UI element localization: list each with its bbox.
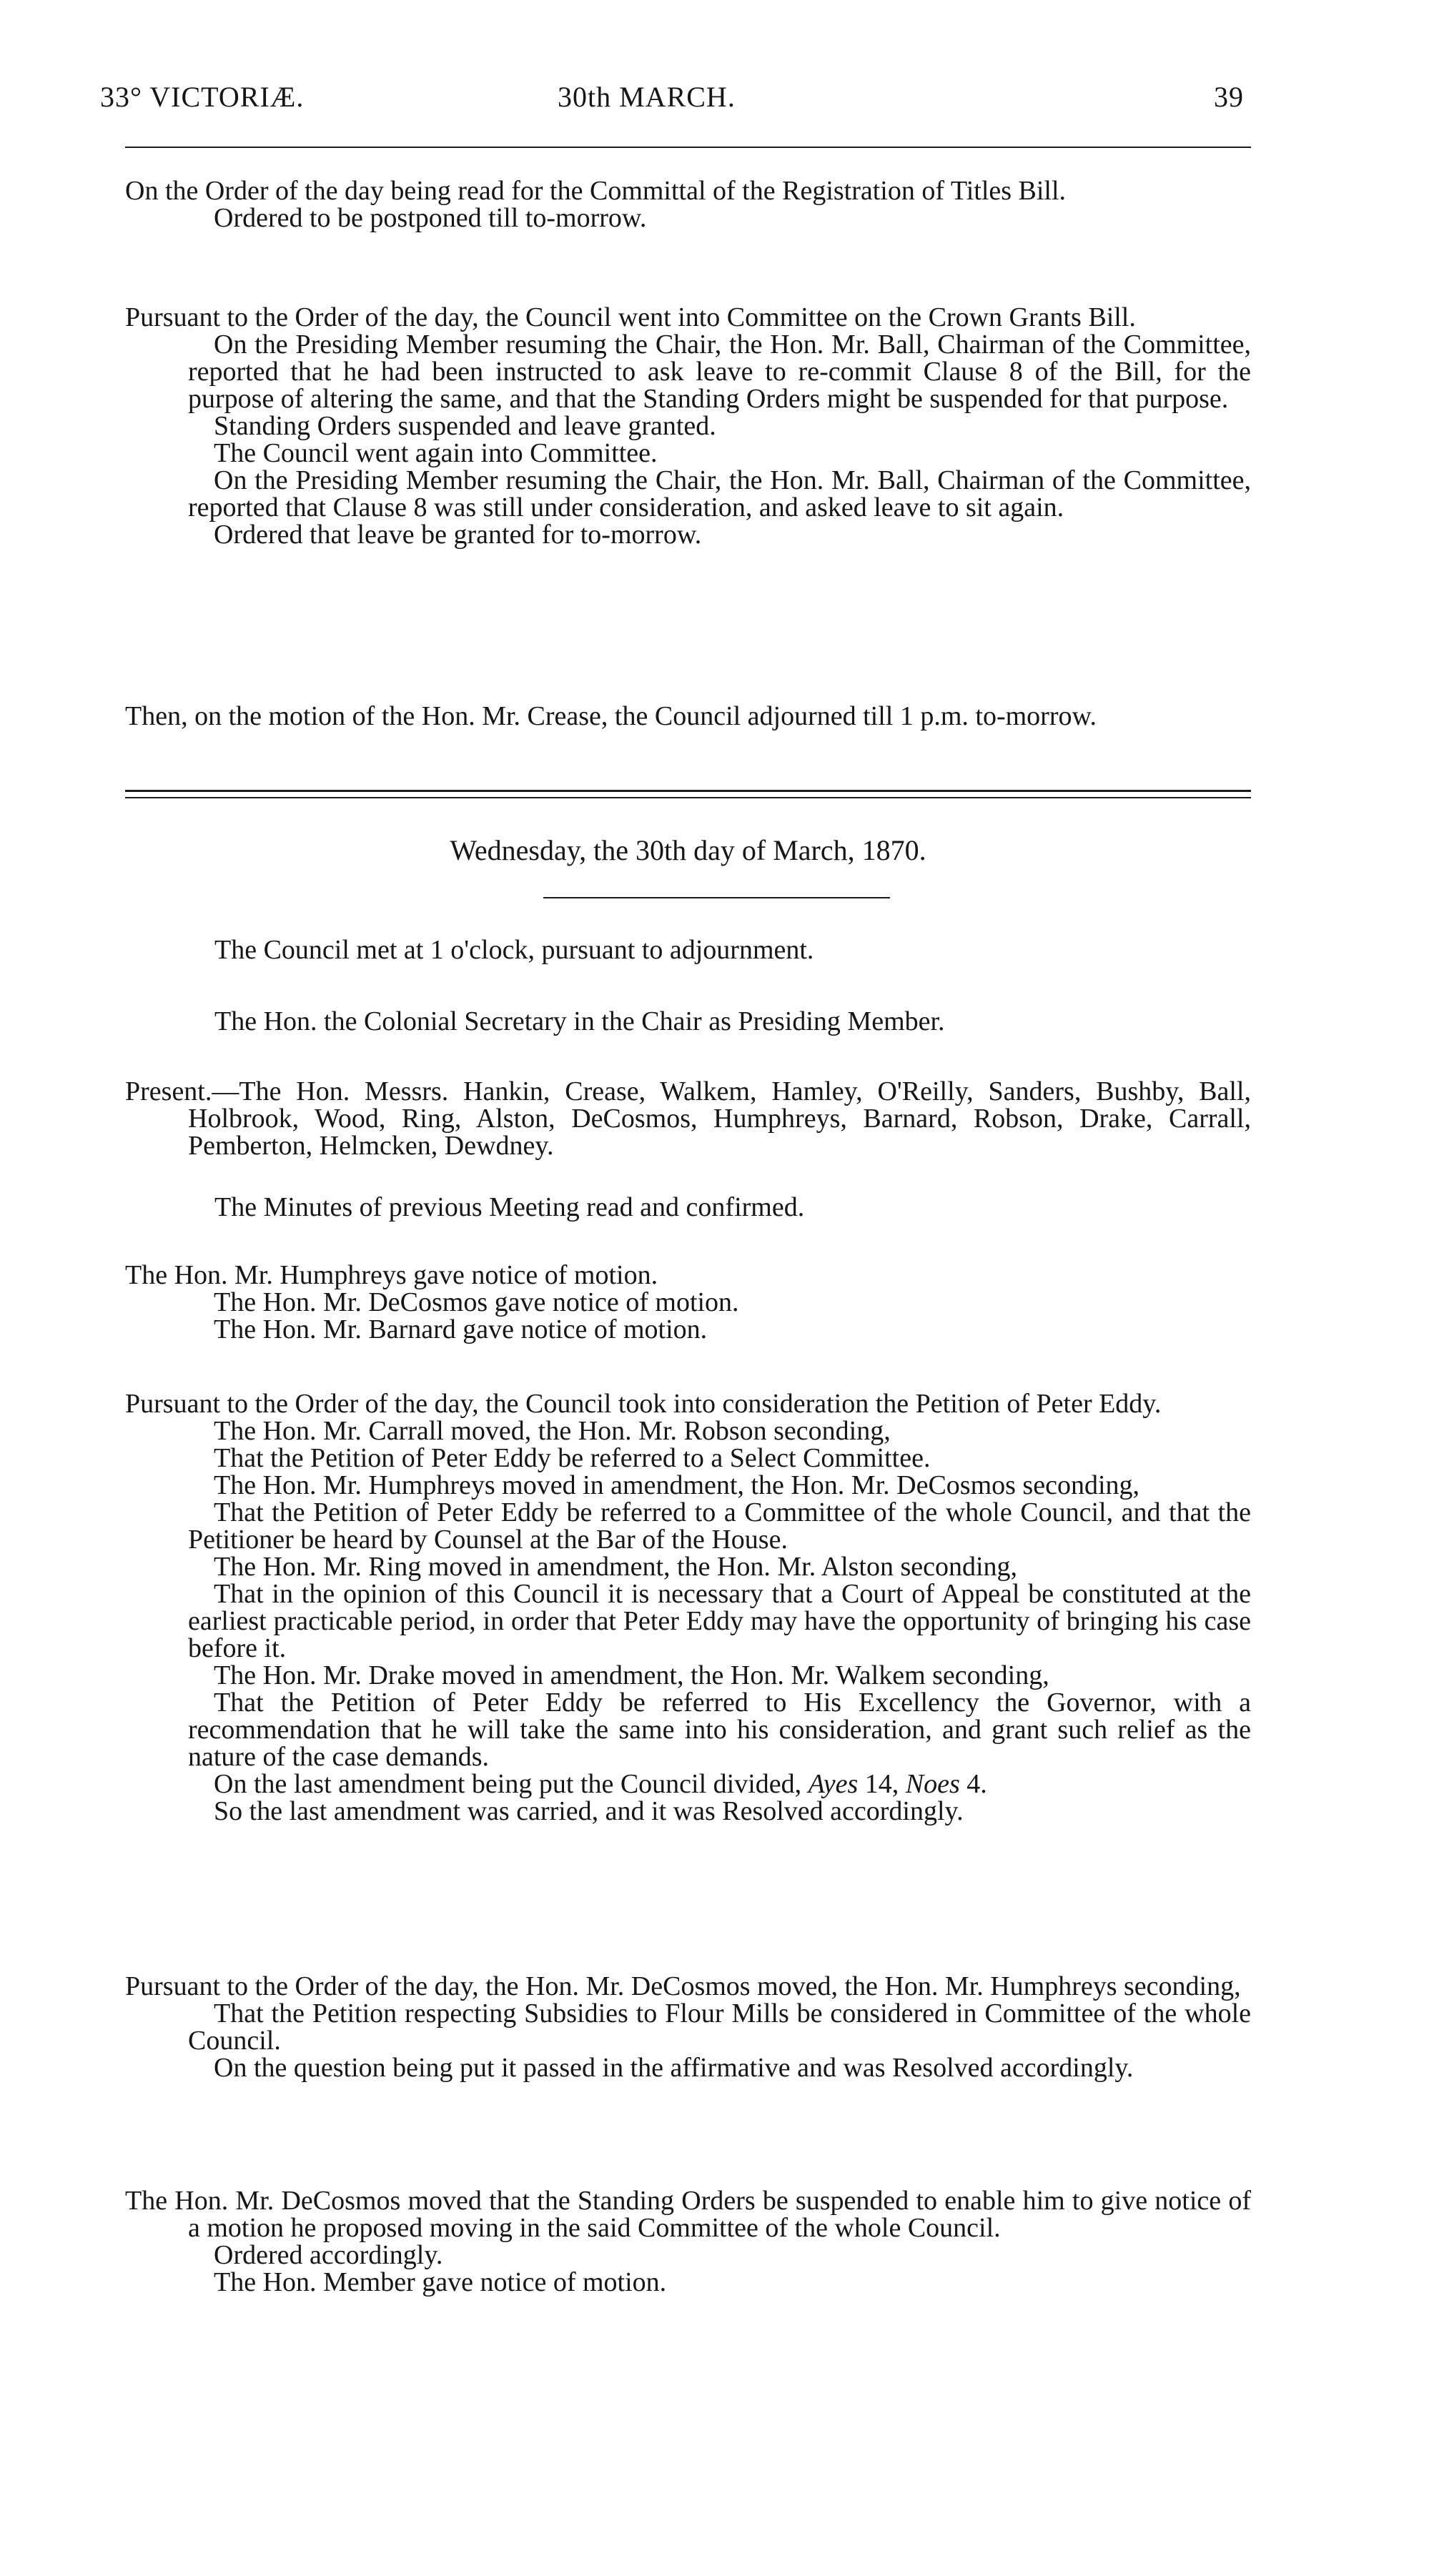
entry-text: Ordered accordingly. [214,2240,443,2270]
council-met-line: The Council met at 1 o'clock, pursuant to adjournment. [214,935,814,965]
adjournment-entry [125,703,1251,730]
peter-eddy-petition-entry [125,1390,1251,1825]
present-members [125,1078,1251,1159]
entry-text: That in the opinion of this Council it is necessary that a Court of Appeal be constituted at the earliest practicable period, in order that Peter Eddy may have the opportunity of bringing his case before it. [188,1579,1251,1663]
minutes-line: The Minutes of previous Meeting read and confirmed. [214,1192,805,1222]
present-list: Present.—The Hon. Messrs. Hankin, Crease, Walkem, Hamley, O'Reilly, Sanders, Bushby, Ball, Holbrook, Wood, Ring, Alston, DeCosmos, Humphreys, Barnard, Robson, Drake, Carrall, Pemberton, Helmcken, Dewdney. [125,1076,1251,1161]
standing-orders-entry [125,2187,1251,2296]
day-heading: Wednesday, the 30th day of March, 1870. [450,834,926,866]
entry-text: The Hon. Mr. DeCosmos moved that the Standing Orders be suspended to enable him to give notice of a motion he proposed moving in the said Committee of the whole Council. [125,2186,1251,2243]
double-rule-bottom [125,797,1251,798]
entry-text: That the Petition of Peter Eddy be referred to His Excellency the Governor, with a recommendation that he will take the same into his consideration, and grant such relief as the nature of the case demands. [188,1688,1251,1772]
entry-text: Ordered to be postponed till to-morrow. [214,203,647,233]
division-text: On the last amendment being put the Council divided, [214,1769,802,1799]
entry-text: The Hon. Mr. Drake moved in amendment, the Hon. Mr. Walkem seconding, [214,1660,1049,1690]
noes-label: Noes [905,1769,960,1799]
entry-text: Pursuant to the Order of the day, the Council went into Committee on the Crown Grants Bill. [125,302,1136,332]
registration-of-titles-entry [125,177,1251,232]
crown-grants-entry [125,304,1251,548]
entry-text: The Hon. Mr. Humphreys moved in amendment, the Hon. Mr. DeCosmos seconding, [214,1470,1140,1500]
header-rule [125,147,1251,148]
entry-text: On the Order of the day being read for the Committal of the Registration of Titles Bill. [125,176,1067,206]
ayes-count: 14, [864,1769,899,1799]
entry-text: The Hon. Mr. Ring moved in amendment, the Hon. Mr. Alston seconding, [214,1552,1018,1582]
ayes-label: Ayes [808,1769,859,1799]
entry-text: Standing Orders suspended and leave granted. [214,411,716,441]
heading-short-rule [543,897,890,898]
double-rule-top [125,790,1251,792]
entry-text: That the Petition of Peter Eddy be referred to a Committee of the whole Council, and that the Petitioner be heard by Counsel at the Bar of the House. [188,1497,1251,1555]
notice-line: The Hon. Mr. DeCosmos gave notice of motion. [214,1287,739,1317]
entry-text: The Council went again into Committee. [214,438,658,468]
entry-text: On the Presiding Member resuming the Chair, the Hon. Mr. Ball, Chairman of the Committee, reported that Clause 8 was still under consideration, and asked leave to sit again. [188,465,1251,522]
entry-text: The Hon. Member gave notice of motion. [214,2267,667,2297]
page-number: 39 [1214,81,1244,113]
presiding-member-line: The Hon. the Colonial Secretary in the Chair as Presiding Member. [214,1006,945,1036]
entry-text: Pursuant to the Order of the day, the Hon. Mr. DeCosmos moved, the Hon. Mr. Humphreys seconding, [125,1971,1241,2001]
entry-text: That the Petition of Peter Eddy be referred to a Select Committee. [214,1443,931,1473]
flour-mills-subsidies-entry [125,1973,1251,2081]
division-line [125,1770,1251,1798]
entry-text: On the Presiding Member resuming the Chair, the Hon. Mr. Ball, Chairman of the Committee, reported that he had been instructed to ask leave to re-commit Clause 8 of the Bill, for the purpose of altering the same, and that the Standing Orders might be suspended for that purpose. [188,330,1251,414]
entry-text: So the last amendment was carried, and it was Resolved accordingly. [214,1796,964,1826]
entry-text: Pursuant to the Order of the day, the Council took into consideration the Petition of Peter Eddy. [125,1389,1162,1419]
notice-line: The Hon. Mr. Humphreys gave notice of motion. [125,1260,658,1290]
entry-text: That the Petition respecting Subsidies to Flour Mills be considered in Committee of the whole Council. [188,1998,1251,2056]
running-head-regnal-year: 33° VICTORIÆ. [100,81,305,113]
entry-text: Ordered that leave be granted for to-morrow. [214,520,702,550]
entry-text: The Hon. Mr. Carrall moved, the Hon. Mr. Robson seconding, [214,1416,891,1446]
noes-count: 4. [966,1769,987,1799]
entry-text: On the question being put it passed in the affirmative and was Resolved accordingly. [214,2053,1134,2083]
running-head [100,80,1244,116]
notices-of-motion [125,1262,1251,1343]
running-head-date: 30th MARCH. [558,81,736,113]
notice-line: The Hon. Mr. Barnard gave notice of motion. [214,1314,708,1344]
entry-text: Then, on the motion of the Hon. Mr. Crease, the Council adjourned till 1 p.m. to-morrow. [125,701,1097,731]
